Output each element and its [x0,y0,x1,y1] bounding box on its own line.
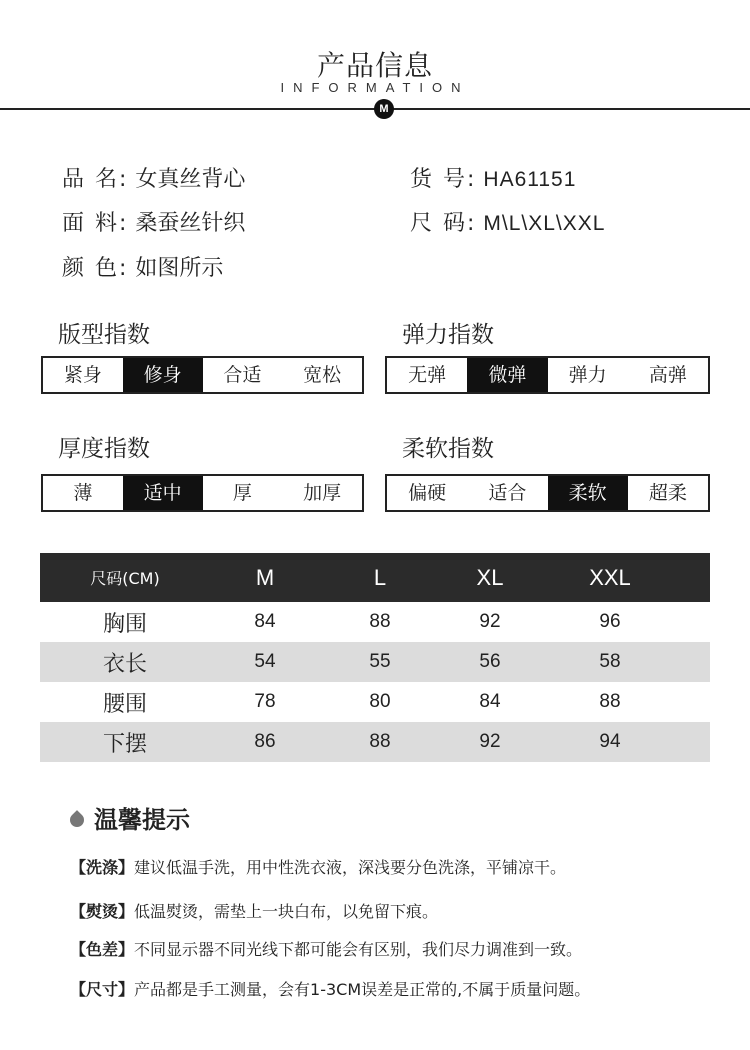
table-cell: 58 [599,651,621,672]
size-value: M\L\XL\XXL [483,212,606,235]
table-row [40,602,710,642]
page-title: 产品信息 [316,49,433,82]
tips-heading [70,800,190,835]
fit-index-title: 版型指数 [58,322,150,348]
code-label: 货 号: [410,167,477,192]
row-label: 腰围 [102,691,147,717]
water-drop-icon [67,810,87,830]
row-label: 下摆 [102,731,147,757]
page-subtitle: INFORMATION [280,80,470,95]
elastic-option: 高弹 [648,364,687,386]
material-label: 面 料: [62,211,129,236]
fit-option: 合适 [223,364,262,386]
color-value: 如图所示 [135,256,224,281]
row-label: 胸围 [102,611,147,637]
code-value: HA61151 [483,168,577,191]
thickness-index-scale [41,474,364,512]
tip-washing [70,855,566,878]
tip-key: 【熨烫】 [70,902,135,921]
table-cell: 78 [254,691,276,712]
table-cell: 80 [369,691,391,712]
header-cell-m: M [255,564,275,590]
table-cell: 88 [369,611,391,632]
m-badge-icon: M [374,99,394,119]
fit-option: 宽松 [303,364,342,386]
tips-title: 温馨提示 [94,806,190,834]
tip-text: 产品都是手工测量，会有1-3CM误差是正常的,不属于质量问题。 [134,980,591,999]
softness-option: 柔软 [548,476,628,510]
thickness-index-title: 厚度指数 [58,436,150,462]
tip-text: 建议低温手洗，用中性洗衣液，深浅要分色洗涤，平铺凉干。 [134,858,567,877]
table-cell: 55 [369,651,391,672]
table-cell: 92 [479,611,501,632]
elastic-index-scale [385,356,710,394]
thickness-option: 厚 [232,482,252,504]
table-row [40,682,710,722]
tip-key: 【色差】 [70,940,135,959]
header-cell-l: L [373,564,387,590]
table-cell: 84 [254,611,276,632]
elastic-option: 无弹 [408,364,447,386]
table-cell: 54 [254,651,276,672]
name-value: 女真丝背心 [135,167,246,192]
color-label: 颜 色: [62,256,129,281]
softness-index-title: 柔软指数 [402,436,494,462]
size-label: 尺 码: [410,211,477,236]
header-cell-xl: XL [476,564,504,590]
thickness-option: 薄 [73,482,93,504]
material-value: 桑蚕丝针织 [135,211,246,236]
table-row [40,642,710,682]
table-cell: 88 [369,731,391,752]
elastic-option: 弹力 [568,364,607,386]
size-table [40,553,710,762]
softness-index-scale [385,474,710,512]
info-code [410,162,576,193]
thickness-option: 加厚 [303,482,342,504]
table-row [40,722,710,762]
table-cell: 84 [479,691,501,712]
tip-size [70,977,590,1000]
info-size [410,206,605,237]
softness-option: 适合 [488,482,527,504]
tip-text: 低温熨烫，需垫上一块白布，以免留下痕。 [134,902,439,921]
table-cell: 56 [479,651,501,672]
row-label: 衣长 [102,651,147,677]
thickness-option: 适中 [123,476,203,510]
elastic-index-title: 弹力指数 [402,322,494,348]
table-cell: 94 [599,731,621,752]
tip-color-difference [70,937,582,960]
tip-text: 不同显示器不同光线下都可能会有区别，我们尽力调准到一致。 [134,940,583,959]
header-cell-xxl: XXL [589,564,631,590]
table-cell: 92 [479,731,501,752]
size-table-header [40,553,710,602]
tip-key: 【洗涤】 [70,858,135,877]
table-cell: 96 [599,611,621,632]
elastic-option: 微弹 [467,358,547,392]
tip-key: 【尺寸】 [70,980,135,999]
table-cell: 88 [599,691,621,712]
softness-option: 超柔 [648,482,687,504]
info-material [62,206,245,237]
info-name [62,162,245,193]
table-cell: 86 [254,731,276,752]
fit-option: 紧身 [63,364,102,386]
fit-index-scale [41,356,364,394]
softness-option: 偏硬 [408,482,447,504]
info-color [62,251,223,282]
tip-ironing [70,899,438,922]
header-cell-size: 尺码(CM) [90,569,160,588]
fit-option: 修身 [123,358,203,392]
name-label: 品 名: [62,167,129,192]
